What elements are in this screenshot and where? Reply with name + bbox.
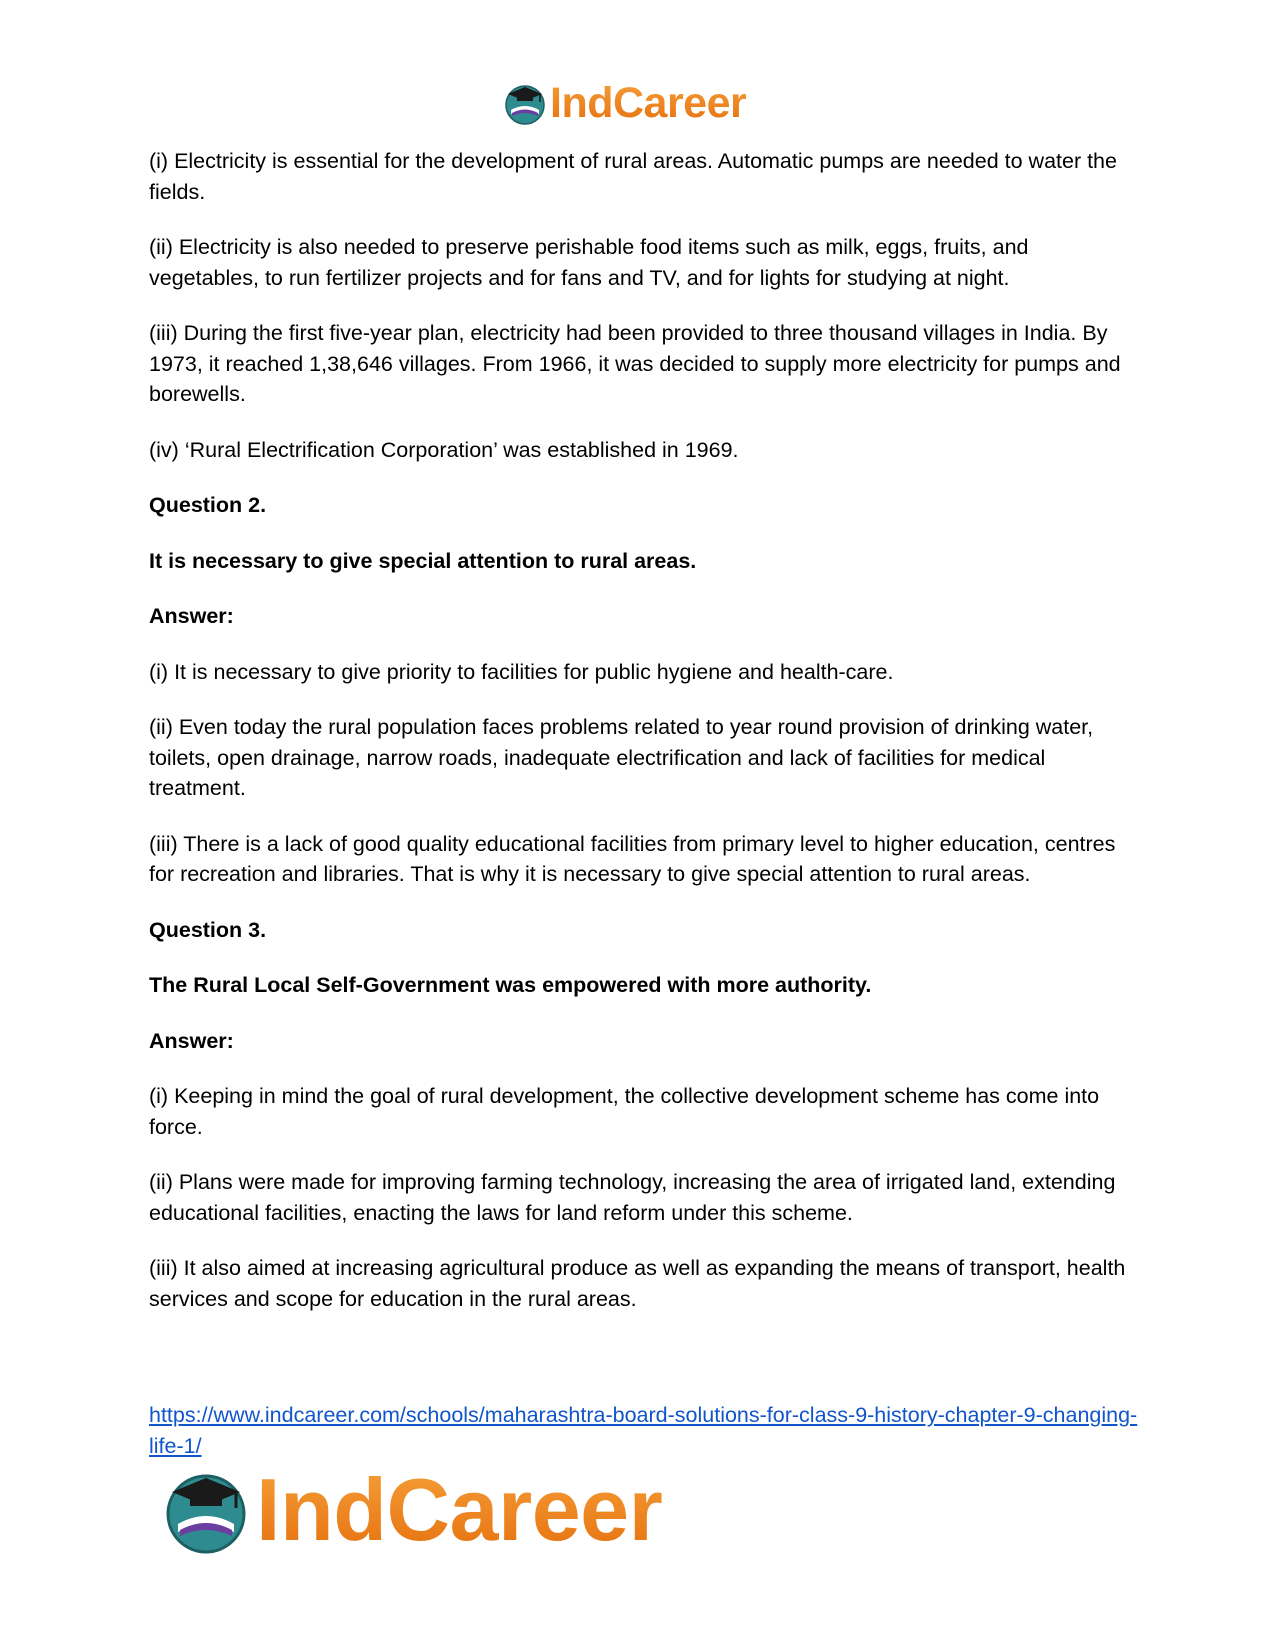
body-paragraph: (ii) Electricity is also needed to preserve perishable food items such as milk, eggs, fruits, and vegetables, to run fertilizer projects and for fans and TV, and for lights for studying at night. <box>149 235 1029 290</box>
graduation-globe-icon <box>160 1464 252 1556</box>
footer-logo <box>160 1460 662 1560</box>
header-logo-text: IndCareer <box>550 79 747 127</box>
body-paragraph: (ii) Even today the rural population faces problems related to year round provision of drinking water, toilets, open drainage, narrow roads, inadequate electrification and lack of facilities for medical treatment. <box>149 715 1094 800</box>
body-paragraph: (i) Electricity is essential for the development of rural areas. Automatic pumps are needed to water the fields. <box>149 149 1117 204</box>
heading-paragraph: Answer: <box>149 1028 234 1053</box>
heading-paragraph: Answer: <box>149 604 234 628</box>
document-body <box>149 146 1139 1339</box>
header-logo <box>502 78 746 128</box>
body-paragraph: (ii) Plans were made for improving farming technology, increasing the area of irrigated land, extending educational facilities, enacting the laws for land reform under this scheme. <box>149 1170 1116 1225</box>
source-link[interactable]: https://www.indcareer.com/schools/maharashtra-board-solutions-for-class-9-history-chapter-9-changing-life-1/ <box>149 1403 1138 1458</box>
heading-paragraph: It is necessary to give special attention to rural areas. <box>149 548 697 573</box>
body-paragraph: (i) Keeping in mind the goal of rural development, the collective development scheme has come into force. <box>149 1084 1100 1139</box>
source-link-block <box>149 1400 1139 1461</box>
body-paragraph: (iii) It also aimed at increasing agricultural produce as well as expanding the means of transport, health services and scope for education in the rural areas. <box>149 1256 1126 1311</box>
heading-paragraph: The Rural Local Self-Government was empowered with more authority. <box>149 973 872 997</box>
heading-paragraph: Question 2. <box>149 493 267 517</box>
body-paragraph: (iv) ‘Rural Electrification Corporation’ was established in 1969. <box>149 437 739 462</box>
footer-logo-text: IndCareer <box>256 1460 663 1559</box>
body-paragraph: (iii) There is a lack of good quality educational facilities from primary level to higher education, centres for recreation and libraries. That is why it is necessary to give special attention to rural areas. <box>149 831 1116 886</box>
body-paragraph: (iii) During the first five-year plan, electricity had been provided to three thousand villages in India. By 1973, it reached 1,38,646 villages. From 1966, it was decided to supply more electricity for pumps and borewells. <box>149 321 1121 406</box>
graduation-globe-icon <box>502 80 548 126</box>
heading-paragraph: Question 3. <box>149 917 267 942</box>
body-paragraph: (i) It is necessary to give priority to facilities for public hygiene and health-care. <box>149 659 894 684</box>
